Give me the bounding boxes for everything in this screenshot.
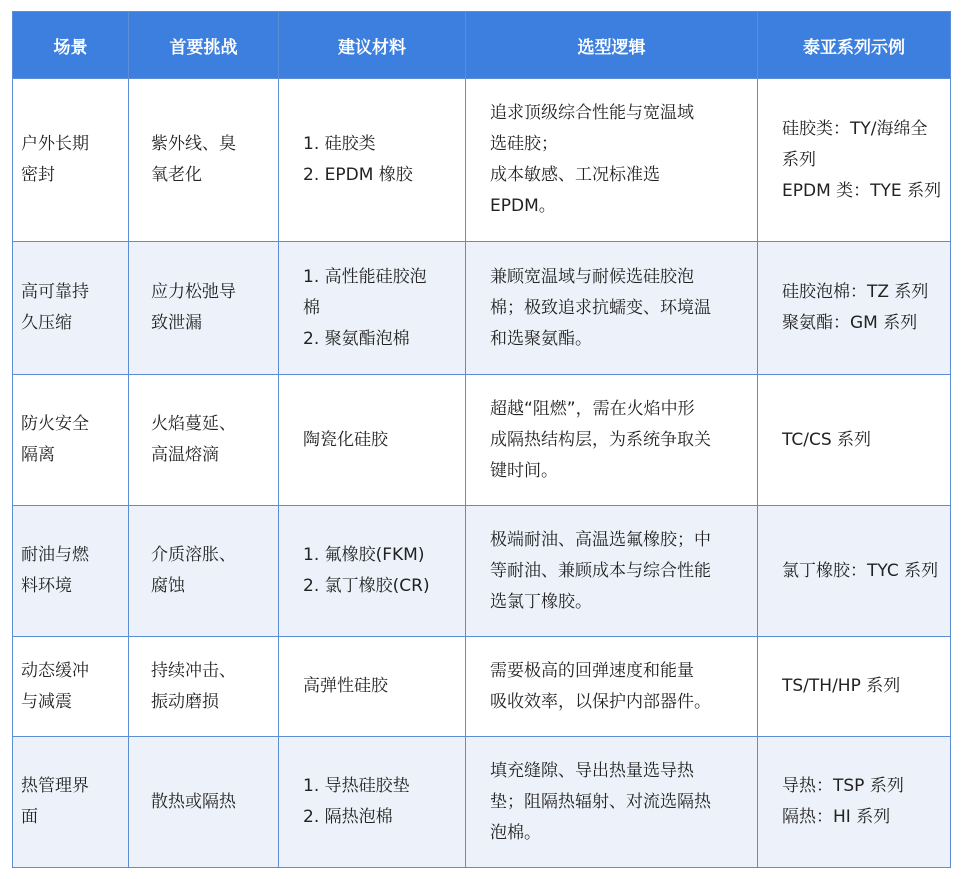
cell-text-line: 兼顾宽温域与耐候选硅胶泡 xyxy=(490,266,694,287)
cell-text-line: 致泄漏 xyxy=(151,313,202,333)
cell-logic xyxy=(466,79,758,242)
cell-text-line: 和选聚氨酯。 xyxy=(490,328,592,349)
cell-text-line: 密封 xyxy=(21,165,55,185)
cell-text-line: 振动磨损 xyxy=(151,691,219,712)
cell-text-line: 选氯丁橡胶。 xyxy=(490,591,592,612)
cell-text-line: 成隔热结构层，为系统争取关 xyxy=(490,429,711,450)
cell-text-line: 超越“阻燃”，需在火焰中形 xyxy=(490,398,695,419)
cell-text-line: 火焰蔓延、 xyxy=(151,414,236,434)
cell-series xyxy=(758,637,951,737)
cell-text-line: 久压缩 xyxy=(21,313,72,333)
table-row xyxy=(13,242,951,375)
table-row xyxy=(13,79,951,242)
cell-text-line: EPDM。 xyxy=(490,196,556,216)
cell-challenge xyxy=(129,375,279,506)
cell-text-line: 介质溶胀、 xyxy=(151,545,236,565)
cell-text-line: 氧老化 xyxy=(151,165,202,185)
cell-scene xyxy=(13,637,129,737)
header-row xyxy=(13,12,951,79)
cell-text-line: 泡棉。 xyxy=(490,822,541,843)
cell-text-line: EPDM 类：TYE 系列 xyxy=(782,180,942,201)
cell-text-line: 面 xyxy=(21,807,38,827)
cell-text-line: 隔热：HI 系列 xyxy=(782,807,891,827)
cell-text-line: 散热或隔热 xyxy=(151,791,236,812)
cell-scene xyxy=(13,737,129,868)
cell-challenge xyxy=(129,637,279,737)
table-row xyxy=(13,375,951,506)
cell-challenge xyxy=(129,506,279,637)
header-logic: 选型逻辑 xyxy=(466,12,758,79)
cell-text-line: 料环境 xyxy=(21,576,72,596)
cell-text-line: 棉；极致追求抗蠕变、环境温 xyxy=(490,297,711,318)
cell-text-line: TS/TH/HP 系列 xyxy=(782,676,901,696)
cell-text-line: 系列 xyxy=(782,149,816,170)
cell-text-line: 2. 隔热泡棉 xyxy=(303,807,393,827)
material-selection-table xyxy=(12,11,951,868)
cell-text-line: 腐蚀 xyxy=(151,576,185,596)
cell-text-line: 2. 聚氨酯泡棉 xyxy=(303,328,410,349)
cell-logic xyxy=(466,242,758,375)
cell-text-line: 追求顶级综合性能与宽温域 xyxy=(490,103,694,123)
cell-text-line: 极端耐油、高温选氟橡胶；中 xyxy=(490,529,711,550)
cell-text-line: 聚氨酯：GM 系列 xyxy=(782,313,918,333)
cell-scene xyxy=(13,79,129,242)
cell-text-line: 填充缝隙、导出热量选导热 xyxy=(490,760,694,781)
cell-text-line: 与减震 xyxy=(21,691,72,712)
cell-text-line: 高可靠持 xyxy=(21,282,89,302)
cell-text-line: 导热：TSP 系列 xyxy=(782,776,904,796)
cell-series xyxy=(758,737,951,868)
cell-text-line: 棉 xyxy=(303,297,320,318)
cell-text-line: 选硅胶； xyxy=(490,134,558,154)
cell-material xyxy=(279,242,466,375)
cell-text-line: 成本敏感、工况标准选 xyxy=(490,165,660,185)
cell-text-line: 1. 高性能硅胶泡 xyxy=(303,266,427,287)
cell-scene xyxy=(13,506,129,637)
cell-logic xyxy=(466,737,758,868)
cell-text-line: 硅胶类：TY/海绵全 xyxy=(782,118,928,139)
cell-material xyxy=(279,506,466,637)
cell-material xyxy=(279,737,466,868)
table-row xyxy=(13,506,951,637)
header-series: 泰亚系列示例 xyxy=(758,12,951,79)
header-scene: 场景 xyxy=(13,12,129,79)
cell-material xyxy=(279,637,466,737)
cell-text-line: 陶瓷化硅胶 xyxy=(303,429,388,450)
cell-logic xyxy=(466,506,758,637)
cell-scene xyxy=(13,375,129,506)
cell-series xyxy=(758,79,951,242)
cell-text-line: 氯丁橡胶：TYC 系列 xyxy=(782,560,939,581)
cell-text-line: 热管理界 xyxy=(21,776,89,796)
cell-scene xyxy=(13,242,129,375)
cell-text-line: 耐油与燃 xyxy=(21,545,89,565)
cell-logic xyxy=(466,637,758,737)
cell-text-line: 高弹性硅胶 xyxy=(303,676,388,696)
cell-text-line: 等耐油、兼顾成本与综合性能 xyxy=(490,560,711,581)
cell-text-line: 需要极高的回弹速度和能量 xyxy=(490,660,694,681)
cell-text-line: 吸收效率，以保护内部器件。 xyxy=(490,691,711,712)
cell-material xyxy=(279,375,466,506)
table-row xyxy=(13,737,951,868)
cell-text-line: 硅胶泡棉：TZ 系列 xyxy=(782,282,929,302)
cell-text-line: 应力松弛导 xyxy=(151,282,236,302)
cell-challenge xyxy=(129,242,279,375)
cell-text-line: 2. EPDM 橡胶 xyxy=(303,165,413,185)
cell-text-line: 1. 氟橡胶(FKM) xyxy=(303,545,425,565)
header-challenge: 首要挑战 xyxy=(129,12,279,79)
cell-logic xyxy=(466,375,758,506)
cell-series xyxy=(758,242,951,375)
cell-challenge xyxy=(129,737,279,868)
cell-material xyxy=(279,79,466,242)
cell-series xyxy=(758,506,951,637)
cell-text-line: 高温熔滴 xyxy=(151,445,219,465)
cell-challenge xyxy=(129,79,279,242)
table-row xyxy=(13,637,951,737)
cell-text-line: 动态缓冲 xyxy=(21,660,89,681)
cell-text-line: 键时间。 xyxy=(490,460,558,481)
cell-text-line: 持续冲击、 xyxy=(151,660,236,681)
cell-text-line: TC/CS 系列 xyxy=(782,429,872,450)
cell-text-line: 防火安全 xyxy=(21,414,89,434)
cell-text-line: 1. 导热硅胶垫 xyxy=(303,776,410,796)
cell-text-line: 1. 硅胶类 xyxy=(303,134,376,154)
cell-series xyxy=(758,375,951,506)
cell-text-line: 2. 氯丁橡胶(CR) xyxy=(303,576,430,596)
cell-text-line: 隔离 xyxy=(21,445,55,465)
header-material: 建议材料 xyxy=(279,12,466,79)
cell-text-line: 垫；阻隔热辐射、对流选隔热 xyxy=(490,791,711,812)
cell-text-line: 户外长期 xyxy=(21,134,89,154)
cell-text-line: 紫外线、臭 xyxy=(151,134,236,154)
